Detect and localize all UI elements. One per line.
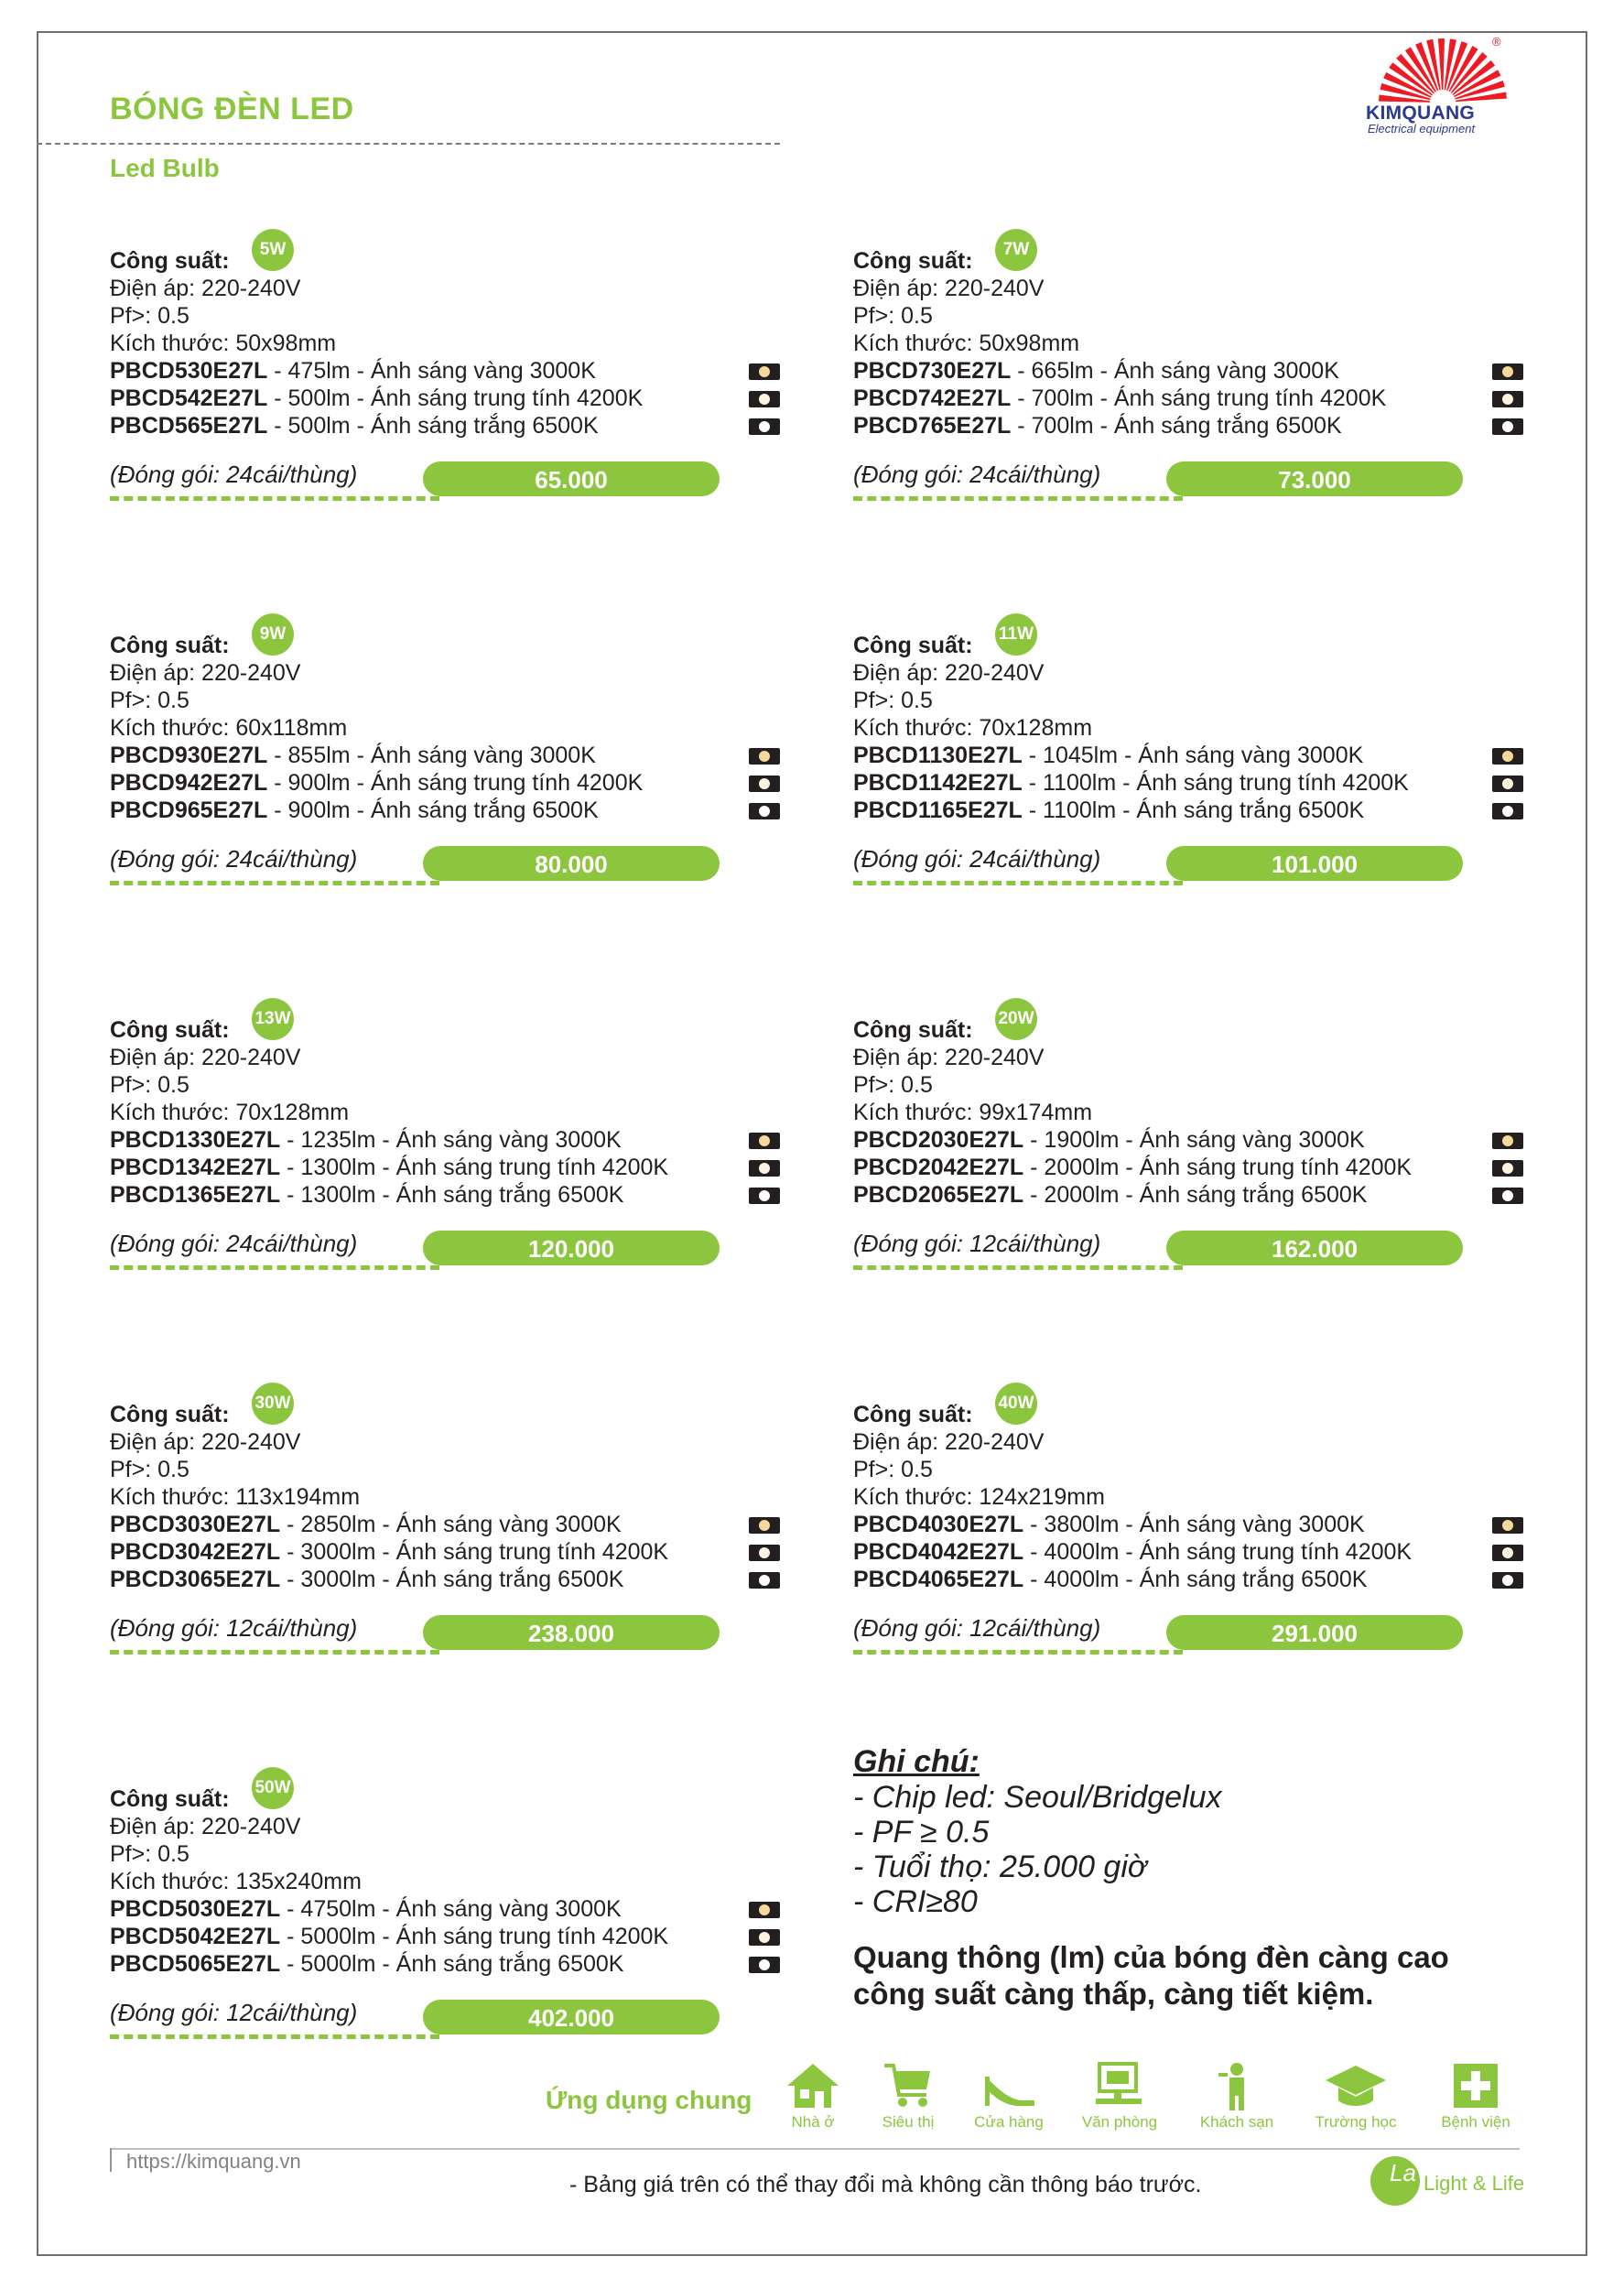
size-line: Kích thước: 50x98mm — [853, 331, 1080, 356]
notes-section — [853, 1744, 1222, 1919]
application-label: Siêu thị — [882, 2113, 935, 2131]
power-label: Công suất: — [110, 1786, 230, 1812]
pf-line: Pf>: 0.5 — [110, 1457, 189, 1482]
light-color-swatch-icon — [749, 1188, 780, 1204]
packing-info: (Đóng gói: 12cái/thùng) — [853, 1614, 1101, 1642]
office-icon — [1094, 2060, 1145, 2111]
website-link[interactable]: https://kimquang.vn — [126, 2150, 301, 2173]
model-line: PBCD930E27L - 855lm - Ánh sáng vàng 3000K — [110, 743, 596, 768]
light-color-swatch-icon — [749, 1929, 780, 1946]
price-tag: 65.000 — [423, 461, 720, 496]
voltage-line: Điện áp: 220-240V — [110, 1429, 301, 1455]
wattage-badge: 11W — [995, 613, 1037, 656]
wattage-badge: 9W — [252, 613, 294, 656]
packing-info: (Đóng gói: 24cái/thùng) — [110, 845, 358, 873]
size-line: Kích thước: 124x219mm — [853, 1484, 1105, 1510]
product-block — [110, 240, 806, 522]
power-label: Công suất: — [853, 1017, 973, 1043]
note-item: - Tuổi thọ: 25.000 giờ — [853, 1850, 1147, 1884]
light-color-swatch-icon — [749, 1517, 780, 1534]
light-color-swatch-icon — [749, 748, 780, 765]
medical-cross-icon — [1452, 2060, 1499, 2111]
model-line: PBCD1365E27L - 1300lm - Ánh sáng trắng 6500K — [110, 1182, 624, 1208]
price-tag: 73.000 — [1166, 461, 1463, 496]
packing-info: (Đóng gói: 24cái/thùng) — [110, 461, 358, 488]
wattage-badge: 20W — [995, 998, 1037, 1040]
model-line: PBCD1165E27L - 1100lm - Ánh sáng trắng 6500K — [853, 797, 1365, 823]
high-heel-icon — [980, 2060, 1038, 2111]
slogan — [853, 1939, 1449, 2012]
light-color-swatch-icon — [1492, 748, 1523, 765]
light-color-swatch-icon — [749, 1545, 780, 1561]
voltage-line: Điện áp: 220-240V — [110, 1814, 301, 1839]
application-label: Nhà ở — [791, 2113, 835, 2131]
application-hospital — [1425, 2060, 1526, 2132]
product-block — [853, 1009, 1549, 1291]
model-line: PBCD742E27L - 700lm - Ánh sáng trung tính 4200K — [853, 385, 1387, 411]
size-line: Kích thước: 60x118mm — [110, 715, 348, 741]
price-tag: 101.000 — [1166, 846, 1463, 881]
footer-divider — [110, 2148, 1520, 2150]
model-line: PBCD1342E27L - 1300lm - Ánh sáng trung tính 4200K — [110, 1155, 669, 1180]
light-color-swatch-icon — [1492, 363, 1523, 380]
application-label: Văn phòng — [1081, 2113, 1158, 2131]
application-label: Cửa hàng — [974, 2113, 1044, 2131]
power-label: Công suất: — [853, 1402, 973, 1427]
wattage-badge: 50W — [252, 1767, 294, 1809]
footer-tick — [110, 2148, 112, 2172]
application-label: Khách sạn — [1199, 2113, 1274, 2131]
voltage-line: Điện áp: 220-240V — [853, 276, 1045, 301]
pf-line: Pf>: 0.5 — [110, 1841, 189, 1867]
light-color-swatch-icon — [749, 803, 780, 819]
light-color-swatch-icon — [749, 391, 780, 407]
pf-line: Pf>: 0.5 — [853, 1072, 933, 1098]
product-block — [110, 1778, 806, 2060]
wattage-badge: 13W — [252, 998, 294, 1040]
light-color-swatch-icon — [1492, 391, 1523, 407]
registered-mark: ® — [1492, 35, 1501, 49]
pf-line: Pf>: 0.5 — [853, 303, 933, 329]
light-color-swatch-icon — [749, 776, 780, 792]
power-label: Công suất: — [853, 633, 973, 658]
light-color-swatch-icon — [1492, 1188, 1523, 1204]
light-color-swatch-icon — [749, 1902, 780, 1918]
product-block — [853, 624, 1549, 906]
brand-name: KIMQUANG — [1366, 103, 1476, 124]
packing-info: (Đóng gói: 24cái/thùng) — [853, 461, 1101, 488]
model-line: PBCD730E27L - 665lm - Ánh sáng vàng 3000K — [853, 358, 1339, 384]
product-block — [110, 624, 806, 906]
packing-info: (Đóng gói: 24cái/thùng) — [853, 845, 1101, 873]
model-line: PBCD3042E27L - 3000lm - Ánh sáng trung tính 4200K — [110, 1539, 669, 1565]
packing-info: (Đóng gói: 12cái/thùng) — [110, 1999, 358, 2026]
light-color-swatch-icon — [749, 1572, 780, 1589]
packing-underline — [110, 1650, 439, 1654]
voltage-line: Điện áp: 220-240V — [110, 276, 301, 301]
application-hotel — [1186, 2060, 1287, 2132]
model-line: PBCD4030E27L - 3800lm - Ánh sáng vàng 3000K — [853, 1512, 1365, 1537]
application-label: Bệnh viện — [1441, 2113, 1510, 2131]
model-line: PBCD1142E27L - 1100lm - Ánh sáng trung tính 4200K — [853, 770, 1409, 796]
application-label: Trường học — [1315, 2113, 1397, 2131]
wattage-badge: 40W — [995, 1383, 1037, 1425]
note-item: - PF ≥ 0.5 — [853, 1815, 990, 1850]
model-line: PBCD5065E27L - 5000lm - Ánh sáng trắng 6500K — [110, 1951, 624, 1977]
light-color-swatch-icon — [1492, 803, 1523, 819]
pf-line: Pf>: 0.5 — [110, 303, 189, 329]
size-line: Kích thước: 135x240mm — [110, 1869, 362, 1894]
voltage-line: Điện áp: 220-240V — [853, 1045, 1045, 1070]
packing-underline — [853, 1265, 1183, 1270]
notes-title: Ghi chú: — [853, 1744, 980, 1779]
model-line: PBCD965E27L - 900lm - Ánh sáng trắng 6500K — [110, 797, 599, 823]
power-label: Công suất: — [110, 633, 230, 658]
voltage-line: Điện áp: 220-240V — [853, 660, 1045, 686]
title-divider — [37, 143, 780, 145]
model-line: PBCD565E27L - 500lm - Ánh sáng trắng 6500K — [110, 413, 599, 439]
price-tag: 162.000 — [1166, 1231, 1463, 1265]
price-tag: 120.000 — [423, 1231, 720, 1265]
wattage-badge: 5W — [252, 229, 294, 271]
light-color-swatch-icon — [1492, 776, 1523, 792]
light-color-swatch-icon — [749, 1133, 780, 1149]
price-tag: 80.000 — [423, 846, 720, 881]
power-label: Công suất: — [110, 1017, 230, 1043]
model-line: PBCD2042E27L - 2000lm - Ánh sáng trung tính 4200K — [853, 1155, 1413, 1180]
bellboy-icon — [1211, 2060, 1262, 2111]
voltage-line: Điện áp: 220-240V — [853, 1429, 1045, 1455]
model-line: PBCD3065E27L - 3000lm - Ánh sáng trắng 6500K — [110, 1567, 624, 1592]
pf-line: Pf>: 0.5 — [110, 688, 189, 713]
size-line: Kích thước: 70x128mm — [110, 1100, 350, 1125]
applications-title: Ứng dụng chung — [546, 2086, 752, 2114]
application-office — [1069, 2060, 1170, 2132]
voltage-line: Điện áp: 220-240V — [110, 1045, 301, 1070]
price-disclaimer: - Bảng giá trên có thể thay đổi mà không cần thông báo trước. — [569, 2172, 1202, 2197]
price-tag: 291.000 — [1166, 1615, 1463, 1650]
product-block — [853, 240, 1549, 522]
packing-underline — [853, 881, 1183, 885]
packing-underline — [110, 2034, 439, 2039]
light-color-swatch-icon — [1492, 1133, 1523, 1149]
size-line: Kích thước: 99x174mm — [853, 1100, 1093, 1125]
note-item: - CRI≥80 — [853, 1884, 978, 1919]
light-color-swatch-icon — [749, 363, 780, 380]
note-item: - Chip led: Seoul/Bridgelux — [853, 1780, 1222, 1815]
pf-line: Pf>: 0.5 — [853, 1457, 933, 1482]
model-line: PBCD4042E27L - 4000lm - Ánh sáng trung tính 4200K — [853, 1539, 1413, 1565]
model-line: PBCD530E27L - 475lm - Ánh sáng vàng 3000K — [110, 358, 596, 384]
packing-underline — [853, 1650, 1183, 1654]
size-line: Kích thước: 50x98mm — [110, 331, 337, 356]
light-color-swatch-icon — [1492, 1572, 1523, 1589]
model-line: PBCD5030E27L - 4750lm - Ánh sáng vàng 3000K — [110, 1896, 622, 1922]
application-house — [763, 2060, 863, 2132]
power-label: Công suất: — [110, 248, 230, 274]
model-line: PBCD5042E27L - 5000lm - Ánh sáng trung tính 4200K — [110, 1924, 669, 1949]
brand-subtitle: Electrical equipment — [1368, 122, 1476, 136]
power-label: Công suất: — [110, 1402, 230, 1427]
light-color-swatch-icon — [749, 1160, 780, 1177]
light-color-swatch-icon — [749, 418, 780, 435]
voltage-line: Điện áp: 220-240V — [110, 660, 301, 686]
packing-underline — [110, 496, 439, 501]
packing-info: (Đóng gói: 12cái/thùng) — [110, 1614, 358, 1642]
model-line: PBCD1330E27L - 1235lm - Ánh sáng vàng 3000K — [110, 1127, 622, 1153]
model-line: PBCD942E27L - 900lm - Ánh sáng trung tính 4200K — [110, 770, 644, 796]
model-line: PBCD542E27L - 500lm - Ánh sáng trung tính 4200K — [110, 385, 644, 411]
packing-info: (Đóng gói: 12cái/thùng) — [853, 1230, 1101, 1257]
model-line: PBCD4065E27L - 4000lm - Ánh sáng trắng 6500K — [853, 1567, 1368, 1592]
light-life-tagline: Light & Life — [1424, 2172, 1525, 2195]
packing-info: (Đóng gói: 24cái/thùng) — [110, 1230, 358, 1257]
slogan-line: Quang thông (lm) của bóng đèn càng cao — [853, 1940, 1449, 1974]
size-line: Kích thước: 113x194mm — [110, 1484, 361, 1510]
product-block — [853, 1394, 1549, 1676]
house-icon — [784, 2060, 842, 2111]
model-line: PBCD765E27L - 700lm - Ánh sáng trắng 6500K — [853, 413, 1342, 439]
model-line: PBCD2030E27L - 1900lm - Ánh sáng vàng 3000K — [853, 1127, 1365, 1153]
light-life-mark: La — [1390, 2159, 1416, 2186]
pf-line: Pf>: 0.5 — [853, 688, 933, 713]
pf-line: Pf>: 0.5 — [110, 1072, 189, 1098]
light-color-swatch-icon — [1492, 1545, 1523, 1561]
packing-underline — [110, 881, 439, 885]
size-line: Kích thước: 70x128mm — [853, 715, 1093, 741]
light-color-swatch-icon — [1492, 1160, 1523, 1177]
model-line: PBCD2065E27L - 2000lm - Ánh sáng trắng 6500K — [853, 1182, 1368, 1208]
page-subtitle: Led Bulb — [110, 154, 220, 182]
product-block — [110, 1394, 806, 1676]
light-color-swatch-icon — [1492, 1517, 1523, 1534]
packing-underline — [853, 496, 1183, 501]
application-supermarket — [858, 2060, 958, 2132]
page-title: BÓNG ĐÈN LED — [110, 92, 354, 126]
power-label: Công suất: — [853, 248, 973, 274]
wattage-badge: 30W — [252, 1383, 294, 1425]
product-block — [110, 1009, 806, 1291]
price-tag: 238.000 — [423, 1615, 720, 1650]
application-store — [958, 2060, 1059, 2132]
model-line: PBCD1130E27L - 1045lm - Ánh sáng vàng 3000K — [853, 743, 1364, 768]
slogan-line: công suất càng thấp, càng tiết kiệm. — [853, 1977, 1374, 2011]
light-color-swatch-icon — [749, 1957, 780, 1973]
graduation-cap-icon — [1324, 2060, 1388, 2111]
wattage-badge: 7W — [995, 229, 1037, 271]
light-color-swatch-icon — [1492, 418, 1523, 435]
model-line: PBCD3030E27L - 2850lm - Ánh sáng vàng 3000K — [110, 1512, 622, 1537]
packing-underline — [110, 1265, 439, 1270]
price-tag: 402.000 — [423, 2000, 720, 2034]
cart-icon — [881, 2060, 936, 2111]
application-school — [1305, 2060, 1406, 2132]
